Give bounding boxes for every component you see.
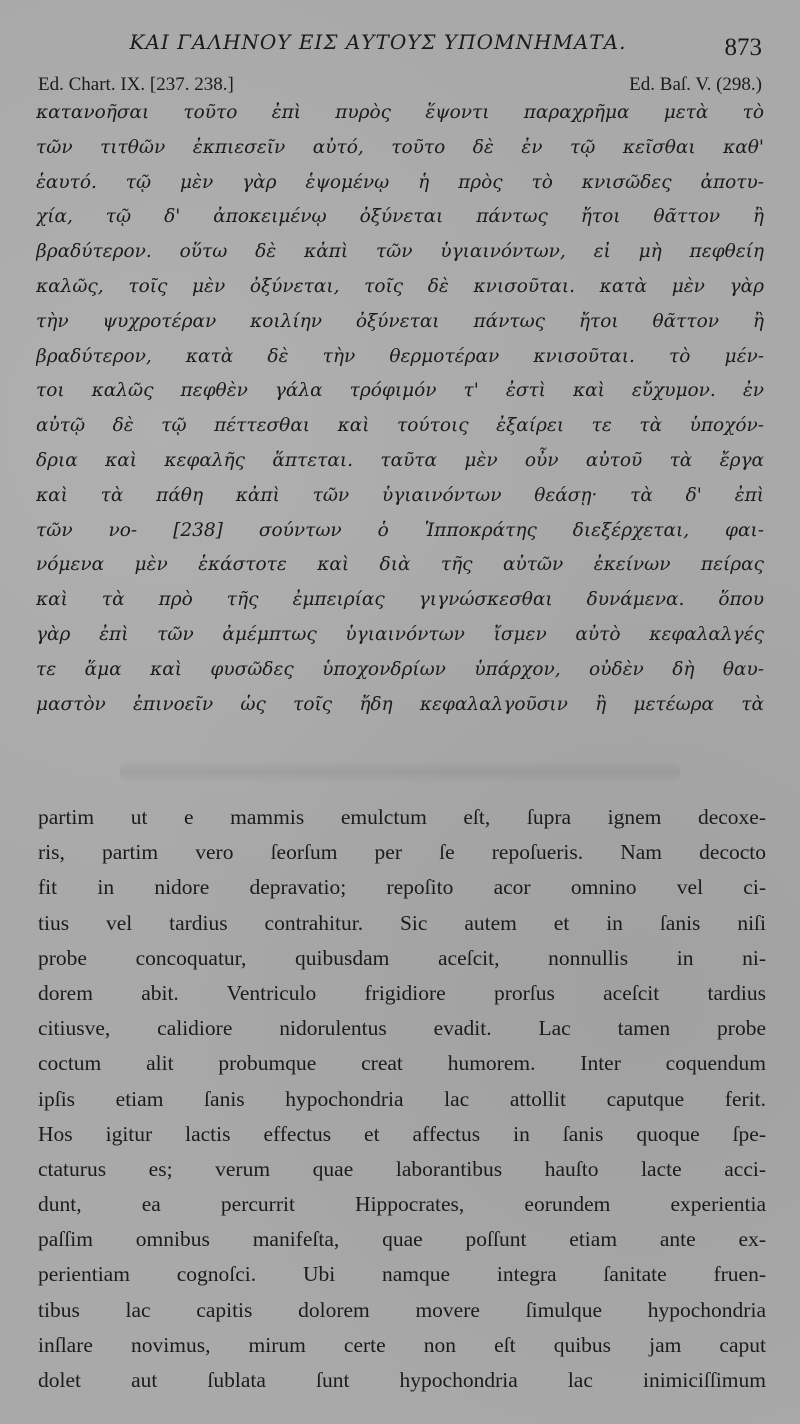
greek-line-10: αὐτῷ δὲ τῷ πέττεσθαι καὶ τούτοις ἐξαίρει τε τὰ ὑποχόν- (36, 415, 764, 437)
greek-text-block (36, 96, 764, 722)
greek-line-12: καὶ τὰ πάθη κἀπὶ τῶν ὑγιαινόντων θεάσῃ· τὰ δ' ἐπὶ (36, 484, 764, 506)
latin-line-15: tibus lac capitis dolorem movere ſimulque hypochondria (38, 1297, 766, 1322)
latin-line-8: coctum alit probumque creat humorem. Inter coquendum (38, 1051, 766, 1076)
edition-reference-right: Ed. Baſ. V. (298.) (629, 74, 762, 95)
greek-line-18: μαστὸν ἐπινοεῖν ὡς τοῖς ἤδη κεφαλαλγοῦσιν ἢ μετέωρα τὰ (36, 693, 764, 715)
greek-line-2: τῶν τιτθῶν ἐκπιεσεῖν αὐτό, τοῦτο δὲ ἐν τῷ κεῖσθαι καθ' (36, 136, 764, 158)
latin-line-5: probe concoquatur, quibusdam aceſcit, nonnullis in ni- (38, 945, 766, 970)
greek-line-3: ἑαυτό. τῷ μὲν γὰρ ἑψομένῳ ἡ πρὸς τὸ κνισῶδες ἀποτυ- (36, 171, 764, 193)
latin-line-4: tius vel tardius contrahitur. Sic autem et in ſanis niſi (38, 910, 766, 935)
page-number: 873 (724, 34, 762, 61)
latin-line-6: dorem abit. Ventriculo frigidiore prorſus aceſcit tardius (38, 980, 766, 1005)
greek-line-7: τὴν ψυχροτέραν κοιλίην ὀξύνεται πάντως ἤτοι θᾶττον ἢ (36, 310, 764, 332)
greek-line-14: νόμενα μὲν ἑκάστοτε καὶ διὰ τῆς αὐτῶν ἐκείνων πείρας (36, 554, 764, 576)
latin-line-16: inſlare novimus, mirum certe non eſt quibus jam caput (38, 1332, 766, 1357)
greek-line-6: καλῶς, τοῖς μὲν ὀξύνεται, τοῖς δὲ κνισοῦται. κατὰ μὲν γὰρ (36, 275, 764, 297)
latin-line-17: dolet aut ſublata ſunt hypochondria lac inimiciſſimum (38, 1368, 766, 1392)
greek-line-9: τοι καλῶς πεφθὲν γάλα τρόφιμόν τ' ἐστὶ καὶ εὔχυμον. ἐν (36, 380, 764, 402)
latin-text-block (38, 800, 766, 1398)
latin-line-1: partim ut e mammis emulctum eſt, ſupra ignem decoxe- (38, 805, 766, 829)
greek-line-16: γὰρ ἐπὶ τῶν ἀμέμπτως ὑγιαινόντων ἴσμεν αὐτὸ κεφαλαλγές (36, 623, 764, 645)
show-through-shadow (120, 760, 680, 784)
greek-line-8: βραδύτερον, κατὰ δὲ τὴν θερμοτέραν κνισοῦται. τὸ μέν- (36, 345, 764, 367)
latin-line-9: ipſis etiam ſanis hypochondria lac attollit caputque ferit. (38, 1086, 766, 1111)
greek-line-17: τε ἅμα καὶ φυσῶδες ὑποχονδρίων ὑπάρχον, οὐδὲν δὴ θαυ- (36, 658, 764, 680)
greek-line-1: κατανοῆσαι τοῦτο ἐπὶ πυρὸς ἕψοντι παραχρῆμα μετὰ τὸ (36, 102, 764, 123)
latin-line-14: perientiam cognoſci. Ubi namque integra ſanitate fruen- (38, 1262, 766, 1287)
greek-line-11: δρια καὶ κεφαλῆς ἅπτεται. ταῦτα μὲν οὖν αὐτοῦ τὰ ἔργα (36, 449, 764, 471)
edition-reference-left: Ed. Chart. IX. [237. 238.] (38, 74, 234, 95)
greek-line-15: καὶ τὰ πρὸ τῆς ἐμπειρίας γιγνώσκεσθαι δυνάμενα. ὅπου (36, 589, 764, 611)
latin-line-10: Hos igitur lactis effectus et affectus in ſanis quoque ſpe- (38, 1121, 766, 1146)
greek-line-5: βραδύτερον. οὕτω δὲ κἀπὶ τῶν ὑγιαινόντων, εἰ μὴ πεφθείη (36, 241, 764, 263)
latin-line-7: citiusve, calidiore nidorulentus evadit. Lac tamen probe (38, 1016, 766, 1041)
greek-line-4: χία, τῷ δ' ἀποκειμένῳ ὀξύνεται πάντως ἤτοι θᾶττον ἢ (36, 206, 764, 228)
latin-line-2: ris, partim vero ſeorſum per ſe repoſueris. Nam decocto (38, 840, 766, 865)
greek-line-13: τῶν νο- [238] σούντων ὁ Ἱπποκράτης διεξέρχεται, φαι- (36, 519, 764, 541)
latin-line-3: fit in nidore depravatio; repoſito acor omnino vel ci- (38, 875, 766, 900)
latin-line-12: dunt, ea percurrit Hippocrates, eorundem experientia (38, 1192, 766, 1217)
latin-line-11: ctaturus es; verum quae laborantibus hauſto lacte acci- (38, 1156, 766, 1181)
running-title: ΚΑΙ ΓΑΛΗΝΟΥ ΕΙΣ ΑΥΤΟΥΣ ΥΠΟΜΝΗΜΑΤΑ. (129, 30, 627, 54)
latin-line-13: paſſim omnibus manifeſta, quae poſſunt etiam ante ex- (38, 1227, 766, 1252)
